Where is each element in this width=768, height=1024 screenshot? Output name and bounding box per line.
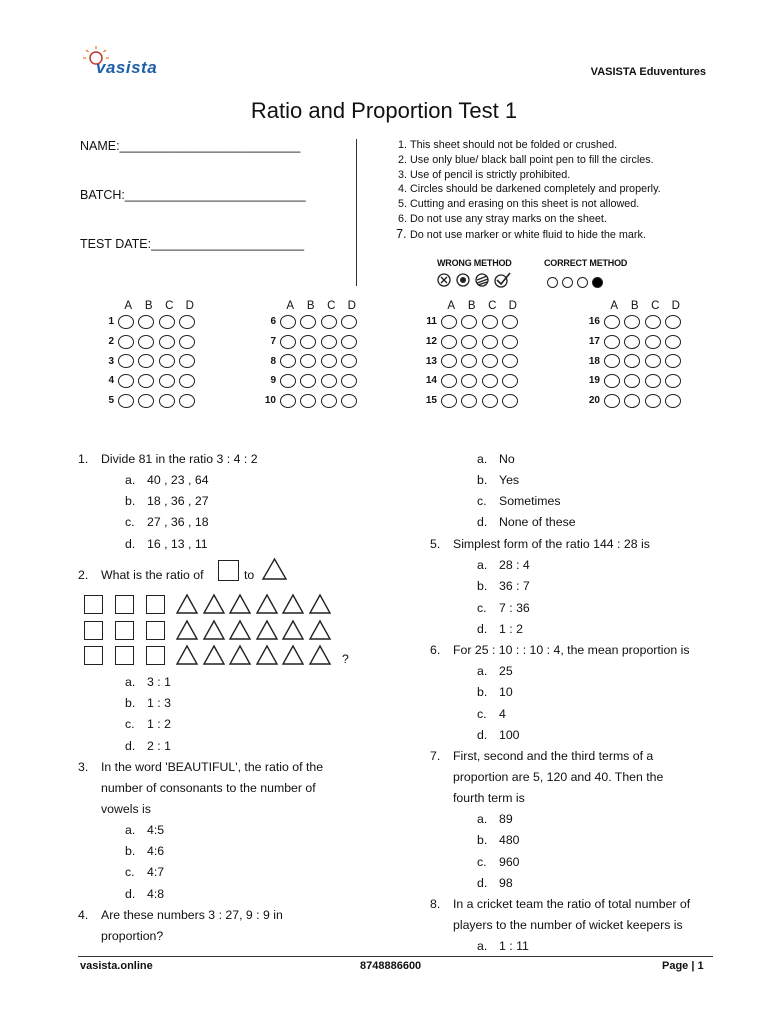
bubble[interactable] bbox=[321, 315, 337, 329]
omr-row: 20 bbox=[582, 391, 686, 411]
rule-item: 3. Use of pencil is strictly prohibited. bbox=[410, 168, 661, 183]
triangle-icon bbox=[281, 593, 305, 615]
omr-row: 19 bbox=[582, 371, 686, 391]
cross-mark-icon bbox=[438, 274, 450, 286]
square-icon bbox=[146, 595, 165, 614]
bubble[interactable] bbox=[645, 354, 661, 368]
bubble[interactable] bbox=[138, 354, 154, 368]
bubble[interactable] bbox=[461, 394, 477, 408]
bubble[interactable] bbox=[441, 354, 457, 368]
bubble[interactable] bbox=[321, 335, 337, 349]
logo-text: vasista bbox=[96, 58, 158, 77]
bubble[interactable] bbox=[321, 354, 337, 368]
triangle-icon bbox=[175, 644, 199, 666]
bubble[interactable] bbox=[461, 374, 477, 388]
omr-row: 12 bbox=[419, 332, 523, 352]
bubble[interactable] bbox=[624, 394, 640, 408]
omr-row: 15 bbox=[419, 391, 523, 411]
square-icon bbox=[115, 621, 134, 640]
empty-circle-icon bbox=[547, 277, 558, 288]
bubble[interactable] bbox=[665, 374, 681, 388]
bubble[interactable] bbox=[118, 315, 134, 329]
bubble[interactable] bbox=[604, 315, 620, 329]
bubble[interactable] bbox=[179, 354, 195, 368]
bubble[interactable] bbox=[159, 315, 175, 329]
bubble[interactable] bbox=[604, 354, 620, 368]
bubble[interactable] bbox=[665, 315, 681, 329]
bubble[interactable] bbox=[300, 374, 316, 388]
bubble[interactable] bbox=[604, 374, 620, 388]
bubble[interactable] bbox=[341, 335, 357, 349]
bubble[interactable] bbox=[441, 335, 457, 349]
rule-item: 7. Do not use marker or white fluid to hide the mark. bbox=[410, 227, 661, 243]
bubble[interactable] bbox=[179, 335, 195, 349]
bubble[interactable] bbox=[138, 335, 154, 349]
footer-page: Page | 1 bbox=[662, 960, 704, 972]
bubble[interactable] bbox=[502, 374, 518, 388]
triangle-icon bbox=[228, 619, 252, 641]
divider bbox=[356, 139, 357, 286]
square-icon bbox=[146, 646, 165, 665]
bubble[interactable] bbox=[179, 394, 195, 408]
square-icon bbox=[84, 595, 103, 614]
bubble[interactable] bbox=[118, 374, 134, 388]
footer-website[interactable]: vasista.online bbox=[80, 960, 153, 972]
omr-block-2: A B C D 6 7 8 9 10 bbox=[258, 300, 362, 410]
batch-field[interactable]: BATCH:__________________________ bbox=[80, 188, 306, 202]
name-field[interactable]: NAME:__________________________ bbox=[80, 139, 301, 153]
page-title: Ratio and Proportion Test 1 bbox=[250, 98, 518, 123]
bubble[interactable] bbox=[321, 374, 337, 388]
footer-divider bbox=[78, 956, 713, 957]
triangle-icon bbox=[261, 557, 288, 581]
triangle-icon bbox=[308, 619, 332, 641]
bubble[interactable] bbox=[280, 335, 296, 349]
square-icon bbox=[115, 595, 134, 614]
bubble[interactable] bbox=[624, 335, 640, 349]
bubble[interactable] bbox=[461, 354, 477, 368]
wrong-method-label: WRONG METHOD bbox=[437, 258, 512, 268]
bubble[interactable] bbox=[665, 394, 681, 408]
triangle-icon bbox=[281, 644, 305, 666]
omr-row: 18 bbox=[582, 351, 686, 371]
omr-row: 7 bbox=[258, 332, 362, 352]
square-icon bbox=[146, 621, 165, 640]
omr-row: 11 bbox=[419, 312, 523, 332]
bubble[interactable] bbox=[138, 315, 154, 329]
omr-row: 8 bbox=[258, 351, 362, 371]
bubble[interactable] bbox=[645, 374, 661, 388]
wrong-method-marks bbox=[436, 271, 522, 289]
bubble[interactable] bbox=[665, 354, 681, 368]
bubble[interactable] bbox=[280, 394, 296, 408]
bubble[interactable] bbox=[300, 354, 316, 368]
triangle-icon bbox=[175, 619, 199, 641]
tick-mark-icon bbox=[495, 273, 510, 287]
bubble[interactable] bbox=[645, 315, 661, 329]
bubble[interactable] bbox=[300, 394, 316, 408]
triangle-icon bbox=[255, 644, 279, 666]
bubble[interactable] bbox=[502, 354, 518, 368]
triangle-icon bbox=[202, 593, 226, 615]
rule-item: 1. This sheet should not be folded or crushed. bbox=[410, 138, 661, 153]
bubble[interactable] bbox=[118, 354, 134, 368]
omr-row: 13 bbox=[419, 351, 523, 371]
omr-row: 9 bbox=[258, 371, 362, 391]
bubble[interactable] bbox=[624, 354, 640, 368]
correct-method-marks bbox=[547, 274, 607, 292]
scribble-mark-icon bbox=[476, 274, 488, 286]
omr-row: 6 bbox=[258, 312, 362, 332]
empty-circle-icon bbox=[562, 277, 573, 288]
bubble[interactable] bbox=[461, 315, 477, 329]
bubble[interactable] bbox=[280, 315, 296, 329]
filled-circle-icon bbox=[592, 277, 603, 288]
bubble[interactable] bbox=[502, 315, 518, 329]
empty-circle-icon bbox=[577, 277, 588, 288]
question-mark: ? bbox=[342, 652, 349, 666]
bubble[interactable] bbox=[159, 394, 175, 408]
triangle-icon bbox=[202, 619, 226, 641]
triangle-icon bbox=[255, 593, 279, 615]
bubble[interactable] bbox=[461, 335, 477, 349]
omr-block-1: A B C D 1 2 3 4 5 bbox=[96, 300, 200, 410]
bubble[interactable] bbox=[441, 374, 457, 388]
bubble[interactable] bbox=[179, 374, 195, 388]
triangle-icon bbox=[308, 644, 332, 666]
triangle-icon bbox=[281, 619, 305, 641]
bubble[interactable] bbox=[341, 315, 357, 329]
square-icon bbox=[84, 646, 103, 665]
bubble[interactable] bbox=[441, 315, 457, 329]
bubble[interactable] bbox=[138, 394, 154, 408]
bubble[interactable] bbox=[502, 335, 518, 349]
square-icon bbox=[115, 646, 134, 665]
bubble[interactable] bbox=[645, 335, 661, 349]
bubble[interactable] bbox=[665, 335, 681, 349]
bubble[interactable] bbox=[604, 394, 620, 408]
triangle-icon bbox=[202, 644, 226, 666]
omr-row: 17 bbox=[582, 332, 686, 352]
bubble[interactable] bbox=[441, 394, 457, 408]
bubble[interactable] bbox=[280, 374, 296, 388]
bubble[interactable] bbox=[645, 394, 661, 408]
bubble[interactable] bbox=[482, 354, 498, 368]
square-icon bbox=[84, 621, 103, 640]
omr-row: 2 bbox=[96, 332, 200, 352]
bubble[interactable] bbox=[118, 394, 134, 408]
rule-item: 2. Use only blue/ black ball point pen to fill the circles. bbox=[410, 153, 661, 168]
omr-block-4: A B C D 16 17 18 19 20 bbox=[582, 300, 686, 410]
bubble[interactable] bbox=[159, 354, 175, 368]
bubble[interactable] bbox=[321, 394, 337, 408]
vasista-logo bbox=[82, 44, 172, 84]
omr-row: 3 bbox=[96, 351, 200, 371]
company-name: VASISTA Eduventures bbox=[590, 66, 706, 78]
triangle-icon bbox=[228, 593, 252, 615]
instructions bbox=[386, 138, 661, 243]
correct-method-label: CORRECT METHOD bbox=[544, 258, 628, 268]
triangle-icon bbox=[228, 644, 252, 666]
omr-row: 14 bbox=[419, 371, 523, 391]
omr-row: 5 bbox=[96, 391, 200, 411]
omr-row: 1 bbox=[96, 312, 200, 332]
omr-block-3: A B C D 11 12 13 14 15 bbox=[419, 300, 523, 410]
bubble[interactable] bbox=[159, 374, 175, 388]
footer-phone: 8748886600 bbox=[360, 960, 422, 972]
bubble[interactable] bbox=[604, 335, 620, 349]
rule-item: 5. Cutting and erasing on this sheet is not allowed. bbox=[410, 197, 661, 212]
bubble[interactable] bbox=[138, 374, 154, 388]
bubble[interactable] bbox=[300, 335, 316, 349]
rule-item: 4. Circles should be darkened completely and properly. bbox=[410, 182, 661, 197]
omr-row: 16 bbox=[582, 312, 686, 332]
omr-row: 10 bbox=[258, 391, 362, 411]
bubble[interactable] bbox=[482, 374, 498, 388]
bubble[interactable] bbox=[341, 374, 357, 388]
dot-mark-icon bbox=[457, 274, 469, 286]
bubble[interactable] bbox=[118, 335, 134, 349]
bubble[interactable] bbox=[159, 335, 175, 349]
bubble[interactable] bbox=[482, 394, 498, 408]
rule-item: 6. Do not use any stray marks on the sheet. bbox=[410, 212, 661, 227]
triangle-icon bbox=[255, 619, 279, 641]
square-icon bbox=[218, 560, 239, 581]
bubble[interactable] bbox=[502, 394, 518, 408]
bubble[interactable] bbox=[482, 315, 498, 329]
bubble[interactable] bbox=[624, 315, 640, 329]
bubble[interactable] bbox=[280, 354, 296, 368]
triangle-icon bbox=[175, 593, 199, 615]
test-date-field[interactable]: TEST DATE:______________________ bbox=[80, 237, 305, 251]
omr-row: 4 bbox=[96, 371, 200, 391]
triangle-icon bbox=[308, 593, 332, 615]
bubble[interactable] bbox=[300, 315, 316, 329]
bubble[interactable] bbox=[624, 374, 640, 388]
bubble[interactable] bbox=[482, 335, 498, 349]
bubble[interactable] bbox=[341, 394, 357, 408]
bubble[interactable] bbox=[179, 315, 195, 329]
bubble[interactable] bbox=[341, 354, 357, 368]
